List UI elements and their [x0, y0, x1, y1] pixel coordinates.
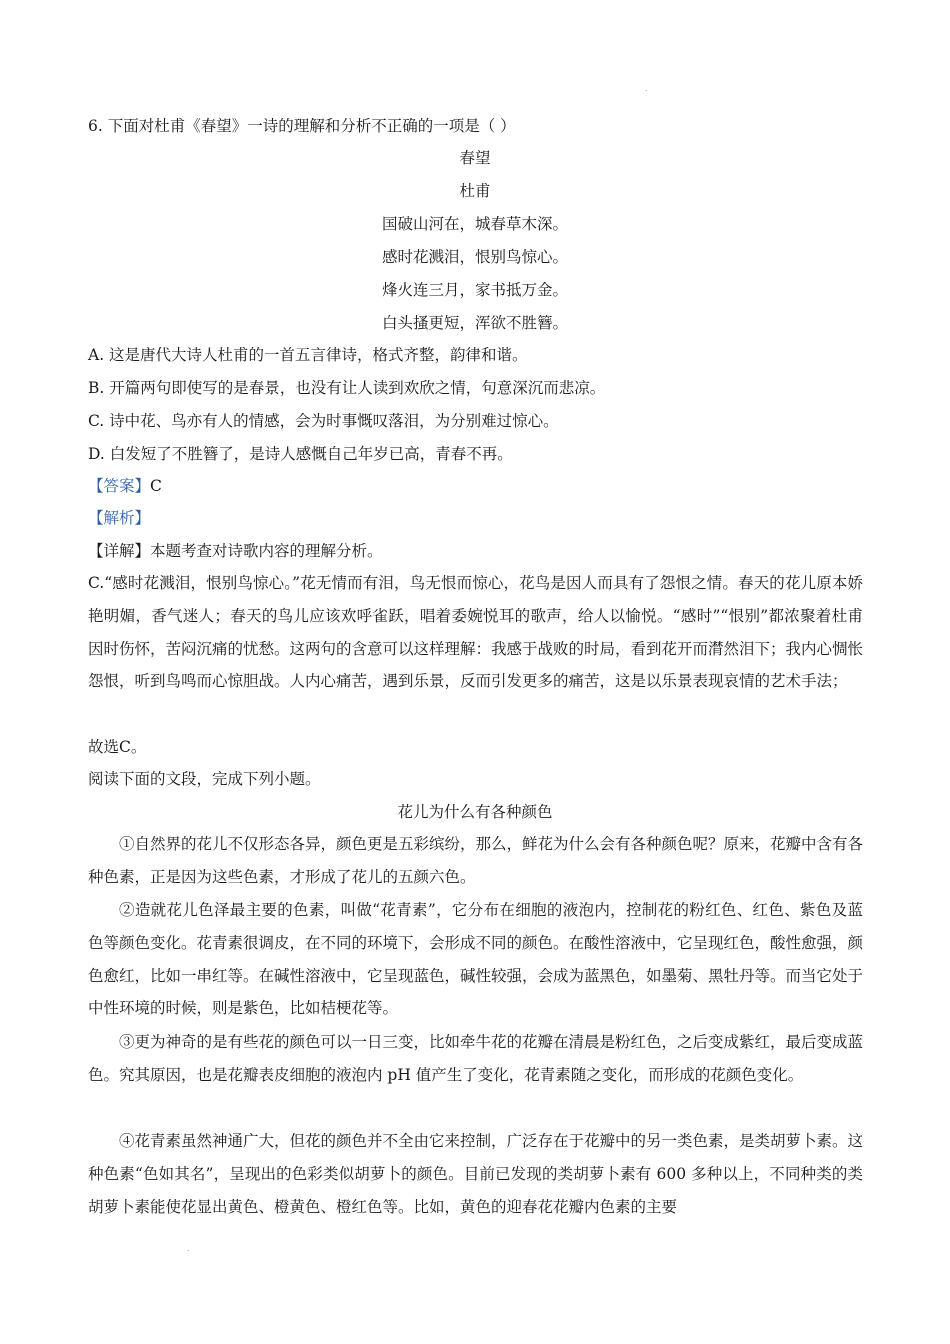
poem-line: 烽火连三月，家书抵万金。 [381, 281, 568, 299]
page-dot-bottom: . [187, 1244, 190, 1253]
analysis-conclusion: 故选C。 [88, 738, 147, 756]
answer-tag: 【答案】 [88, 477, 151, 495]
page-dot-top: . [645, 84, 648, 93]
answer-value: C [150, 477, 162, 495]
poem-line: 白头搔更短，浑欲不胜簪。 [381, 314, 568, 332]
reading-paragraph: ④花青素虽然神通广大，但花的颜色并不全由它来控制，广泛存在于花瓣中的另一类色素，是类胡萝卜素。这种色素“色如其名”，呈现出的色彩类似胡萝卜的颜色。目前已发现的类胡萝卜素有 600 多种以上，不同种类的类胡萝卜素能使花显出黄色、橙黄色、橙红色等。比如，黄色的迎春花花瓣内色素的主要 [88, 1132, 864, 1216]
question-stem: 6. 下面对杜甫《春望》一诗的理解和分析不正确的一项是（ ） [88, 117, 516, 135]
reading-title: 花儿为什么有各种颜色 [397, 803, 553, 821]
answer-line [88, 476, 162, 496]
option-b: B. 开篇两句即使写的是春景，也没有让人读到欢欣之情，句意深沉而悲凉。 [88, 379, 606, 397]
reading-paragraph: ③更为神奇的是有些花的颜色可以一日三变，比如牵牛花的花瓣在清晨是粉红色，之后变成紫红，最后变成蓝色。究其原因，也是花瓣表皮细胞的液泡内 pH 值产生了变化，花青素随之变化，而形成的花颜色变化。 [88, 1033, 864, 1084]
analysis-detail: 【详解】本题考查对诗歌内容的理解分析。 [88, 542, 383, 560]
poem-title: 春望 [459, 149, 491, 167]
option-a: A. 这是唐代大诗人杜甫的一首五言律诗，格式齐整，韵律和谐。 [88, 346, 528, 364]
poem-line: 感时花溅泪，恨别鸟惊心。 [381, 248, 568, 266]
poem-line: 国破山河在，城春草木深。 [381, 215, 568, 233]
reading-paragraph: ②造就花儿色泽最主要的色素，叫做“花青素”，它分布在细胞的液泡内，控制花的粉红色、红色、紫色及蓝色等颜色变化。花青素很调皮，在不同的环境下，会形成不同的颜色。在酸性溶液中，它呈现红色，酸性愈强，颜色愈红，比如一串红等。在碱性溶液中，它呈现蓝色，碱性较强，会成为蓝黑色，如墨菊、黑牡丹等。而当它处于中性环境的时候，则是紫色，比如桔梗花等。 [88, 901, 864, 1018]
option-c: C. 诗中花、鸟亦有人的情感，会为时事慨叹落泪，为分别难过惊心。 [88, 412, 559, 430]
reading-instruction: 阅读下面的文段，完成下列小题。 [88, 770, 321, 788]
option-d: D. 白发短了不胜簪了，是诗人感慨自己年岁已高，青春不再。 [88, 445, 513, 463]
analysis-body: C.“感时花溅泪，恨别鸟惊心。”花无情而有泪，鸟无恨而惊心，花鸟是因人而具有了怨恨之情。春天的花儿原本娇艳明媚，香气迷人；春天的鸟儿应该欢呼雀跃，唱着委婉悦耳的歌声，给人以愉悦。“感时”“恨别”都浓聚着杜甫因时伤怀，苦闷沉痛的忧愁。这两句的含意可以这样理解：我感于战败的时局，看到花开而潸然泪下；我内心惆怅怨恨，听到鸟鸣而心惊胆战。人内心痛苦，遇到乐景，反而引发更多的痛苦，这是以乐景表现哀情的艺术手法； [88, 574, 864, 691]
analysis-tag: 【解析】 [88, 509, 151, 527]
poem-author: 杜甫 [459, 182, 491, 200]
reading-paragraph: ①自然界的花儿不仅形态各异，颜色更是五彩缤纷，那么，鲜花为什么会有各种颜色呢？原来，花瓣中含有各种色素，正是因为这些色素，才形成了花儿的五颜六色。 [88, 835, 864, 886]
